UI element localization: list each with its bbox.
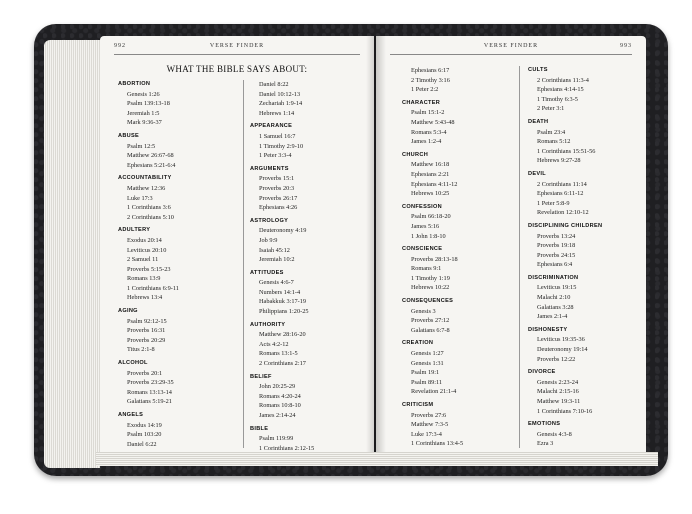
topic-heading: CHARACTER (402, 99, 441, 106)
verse-reference: Proverbs 20:1 (127, 369, 163, 377)
verse-reference: 1 Corinthians 6:9-11 (127, 284, 179, 292)
verse-reference: Proverbs 12:22 (537, 355, 576, 363)
verse-reference: Genesis 2:23-24 (537, 378, 579, 386)
verse-reference: Proverbs 27:12 (411, 317, 450, 325)
topic-heading: ALCOHOL (118, 360, 148, 367)
verse-reference: Romans 9:1 (411, 265, 442, 273)
verse-reference: Ephesians 6:17 (411, 67, 450, 74)
verse-reference: Leviticus 20:10 (127, 246, 167, 254)
right-running-head (390, 42, 632, 55)
topic-heading: APPEARANCE (250, 123, 293, 130)
verse-reference: James 1:2-4 (411, 138, 442, 146)
verse-reference: Genesis 1:26 (127, 90, 160, 98)
verse-reference: Malachi 2:10 (537, 294, 571, 302)
verse-reference: 2 Timothy 3:16 (411, 76, 450, 84)
verse-reference: Revelation 21:1-4 (411, 388, 457, 396)
verse-reference: Ephesians 5:21-6:4 (127, 161, 176, 169)
verse-reference: Ephesians 4:26 (259, 204, 298, 212)
topic-heading: AGING (118, 308, 138, 315)
topic-heading: ANGELS (118, 412, 144, 418)
verse-reference: Ephesians 2:21 (411, 170, 450, 178)
verse-reference: Romans 13:1-5 (259, 350, 298, 358)
verse-reference: Deuteronomy 19:14 (537, 346, 588, 354)
verse-reference: Matthew 7:3-5 (411, 421, 449, 429)
page-title: WHAT THE BIBLE SAYS ABOUT: (166, 64, 308, 74)
left-page-number: 992 (114, 43, 126, 49)
right-page (376, 36, 646, 452)
topic-heading: ADULTERY (118, 227, 151, 234)
verse-reference: Matthew 5:43-48 (411, 118, 455, 126)
verse-reference: Matthew 28:16-20 (259, 331, 306, 339)
verse-reference: Psalm 23:4 (537, 128, 566, 136)
topic-heading: DISCIPLINING CHILDREN (528, 222, 603, 229)
verse-reference: Hebrews 9:27-28 (537, 157, 581, 165)
verse-reference: Proverbs 28:13-18 (411, 255, 458, 263)
verse-reference: 1 Timothy 1:19 (411, 274, 450, 282)
book-gutter (366, 36, 386, 452)
topic-heading: DISHONESTY (528, 326, 568, 333)
verse-reference: Ephesians 4:14-15 (537, 86, 584, 94)
topic-heading: ASTROLOGY (250, 217, 289, 224)
verse-reference: 2 Corinthians 5:10 (127, 213, 174, 221)
verse-reference: Psalm 139:13-18 (127, 100, 170, 108)
topic-heading: CONFESSION (402, 203, 442, 210)
verse-reference: Romans 5:3-4 (411, 128, 447, 136)
verse-reference: Psalm 19:1 (411, 369, 440, 377)
verse-reference: Exodus 20:14 (127, 236, 162, 244)
topic-heading: CONSCIENCE (402, 246, 443, 253)
verse-reference: Hebrews 1:14 (259, 109, 295, 117)
verse-reference: Genesis 4:6-7 (259, 279, 294, 287)
verse-reference: Proverbs 20:3 (259, 184, 295, 192)
right-column-1 (402, 66, 520, 449)
verse-reference: Luke 17:3-4 (411, 430, 442, 438)
topic-heading: BIBLE (250, 425, 269, 432)
topic-heading: CONSEQUENCES (402, 298, 454, 305)
verse-reference: Proverbs 5:15-23 (127, 265, 171, 273)
verse-reference: 1 Corinthians 2:12-15 (259, 444, 315, 452)
verse-reference: Luke 17:3 (127, 194, 153, 202)
left-column-1 (118, 80, 236, 449)
verse-reference: Ephesians 6:11-12 (537, 190, 584, 198)
verse-reference: Leviticus 19:35-36 (537, 336, 585, 344)
topic-heading: EMOTIONS (528, 421, 561, 428)
verse-reference: Genesis 1:27 (411, 350, 444, 358)
topic-heading: DIVORCE (528, 369, 556, 376)
verse-reference: Proverbs 20:29 (127, 336, 166, 344)
verse-reference: Romans 13:9 (127, 275, 161, 283)
verse-reference: 2 Corinthians 2:17 (259, 360, 306, 368)
verse-reference: Matthew 12:36 (127, 184, 166, 192)
topic-heading: ABORTION (118, 81, 151, 87)
verse-reference: Romans 13:13-14 (127, 388, 172, 396)
verse-reference: 1 Samuel 16:7 (259, 132, 296, 140)
verse-reference: Psalm 66:18-20 (411, 213, 451, 221)
verse-reference: Numbers 14:1-4 (259, 288, 301, 296)
topic-heading: ABUSE (118, 132, 140, 139)
verse-reference: Proverbs 24:15 (537, 251, 576, 259)
verse-reference: James 5:16 (411, 222, 440, 230)
verse-reference: Proverbs 26:17 (259, 194, 298, 202)
left-head-title: VERSE FINDER (209, 43, 265, 49)
verse-reference: Psalm 12:5 (127, 142, 156, 150)
verse-reference: Philippians 1:20-25 (259, 308, 309, 316)
column-divider (519, 66, 520, 448)
verse-reference: Ephesians 4:11-12 (411, 180, 458, 188)
verse-reference: John 20:25-29 (259, 383, 296, 391)
verse-reference: Mark 9:36-37 (127, 119, 162, 127)
verse-reference: Psalm 15:1-2 (411, 109, 445, 117)
verse-reference: Psalm 89:11 (411, 378, 443, 386)
verse-reference: 2 Corinthians 11:3-4 (537, 76, 589, 84)
verse-reference: Matthew 26:67-68 (127, 152, 174, 160)
verse-reference: Psalm 103:20 (127, 431, 162, 439)
verse-reference: Jeremiah 10:2 (259, 256, 295, 264)
right-page-number: 993 (620, 43, 632, 49)
verse-reference: Matthew 19:3-11 (537, 398, 581, 405)
topic-heading: CREATION (402, 340, 434, 347)
verse-reference: Romans 5:12 (537, 138, 571, 146)
verse-reference: Galatians 6:7-8 (411, 326, 450, 334)
verse-reference: 2 Peter 3:1 (537, 105, 565, 113)
verse-reference: Galatians 5:19-21 (127, 398, 172, 406)
topic-heading: ACCOUNTABILITY (118, 175, 172, 182)
right-column-2 (528, 66, 642, 449)
topic-heading: ARGUMENTS (250, 165, 289, 172)
verse-reference: Acts 4:2-12 (259, 340, 289, 348)
verse-reference: James 2:14-24 (259, 412, 296, 419)
verse-reference: Ezra 3 (537, 440, 554, 448)
topic-heading: CRITICISM (402, 402, 434, 408)
verse-reference: Malachi 2:15-16 (537, 388, 579, 396)
verse-reference: Psalm 92:12-15 (127, 317, 167, 325)
verse-reference: Job 9:9 (259, 236, 278, 244)
topic-heading: CULTS (528, 67, 548, 73)
topic-heading: DISCRIMINATION (528, 274, 579, 281)
right-head-title: VERSE FINDER (483, 43, 539, 49)
topic-heading: DEVIL (528, 170, 546, 177)
verse-reference: Zechariah 1:9-14 (259, 100, 303, 108)
topic-heading: BELIEF (250, 373, 272, 380)
verse-reference: Isaiah 45:12 (259, 246, 290, 254)
verse-reference: Hebrews 10:22 (411, 284, 450, 292)
left-running-head (114, 42, 360, 55)
left-column-2 (250, 80, 368, 452)
verse-reference: Proverbs 13:24 (537, 232, 576, 240)
verse-reference: Jeremiah 1:5 (127, 109, 160, 117)
verse-reference: Proverbs 23:29-35 (127, 379, 174, 387)
verse-reference: James 2:1-4 (537, 313, 568, 321)
verse-reference: 1 Timothy 6:3-5 (537, 95, 578, 103)
verse-reference: Romans 10:8-10 (259, 402, 301, 410)
verse-reference: 1 Timothy 2:9-10 (259, 142, 304, 150)
verse-reference: 1 Corinthians 3:6 (127, 204, 171, 212)
page-edges-left (44, 40, 100, 468)
topic-heading: DEATH (528, 118, 549, 125)
topic-heading: AUTHORITY (250, 321, 286, 328)
verse-reference: 1 Corinthians 13:4-5 (411, 440, 464, 448)
verse-reference: Proverbs 19:18 (537, 242, 576, 250)
verse-reference: Proverbs 27:6 (411, 411, 447, 419)
verse-reference: Daniel 6:22 (127, 440, 157, 448)
verse-reference: 1 Peter 3:3-4 (259, 152, 292, 160)
verse-reference: Matthew 16:18 (411, 161, 450, 169)
verse-reference: 1 John 1:8-10 (411, 232, 446, 240)
verse-reference: Genesis 1:31 (411, 359, 444, 367)
column-divider (243, 80, 244, 448)
verse-reference: Revelation 12:10-12 (537, 209, 589, 217)
verse-reference: 1 Peter 5:8-9 (537, 199, 570, 207)
verse-reference: Habakkuk 3:17-19 (259, 298, 307, 306)
topic-heading: CHURCH (402, 151, 429, 158)
verse-reference: Galatians 3:28 (537, 303, 574, 311)
verse-reference: 1 Peter 2:2 (411, 86, 439, 94)
verse-reference: Psalm 119:99 (259, 435, 294, 443)
verse-reference: Hebrews 10:25 (411, 190, 450, 198)
left-page (100, 36, 374, 452)
verse-reference: Romans 4:20-24 (259, 392, 301, 400)
verse-reference: Hebrews 13:4 (127, 294, 163, 302)
verse-reference: 1 Corinthians 15:51-56 (537, 147, 596, 155)
verse-reference: Deuteronomy 4:19 (259, 227, 307, 235)
topic-heading: ATTITUDES (250, 269, 284, 276)
verse-reference: Proverbs 15:1 (259, 175, 295, 183)
verse-reference: 2 Samuel 11 (127, 256, 159, 264)
verse-reference: Leviticus 19:15 (537, 284, 577, 292)
verse-reference: 1 Corinthians 7:10-16 (537, 407, 593, 415)
verse-reference: Exodus 14:19 (127, 421, 162, 429)
verse-reference: Titus 2:1-8 (127, 346, 155, 354)
verse-reference: Proverbs 16:31 (127, 327, 166, 335)
verse-reference: 2 Corinthians 11:14 (537, 180, 587, 188)
page-edges-bottom (96, 452, 658, 466)
verse-reference: Ephesians 6:4 (537, 261, 573, 269)
verse-reference: Genesis 3 (411, 307, 436, 315)
verse-reference: Daniel 10:12-13 (259, 90, 301, 98)
verse-reference: Daniel 8:22 (259, 81, 289, 88)
verse-reference: Genesis 4:3-8 (537, 430, 572, 438)
